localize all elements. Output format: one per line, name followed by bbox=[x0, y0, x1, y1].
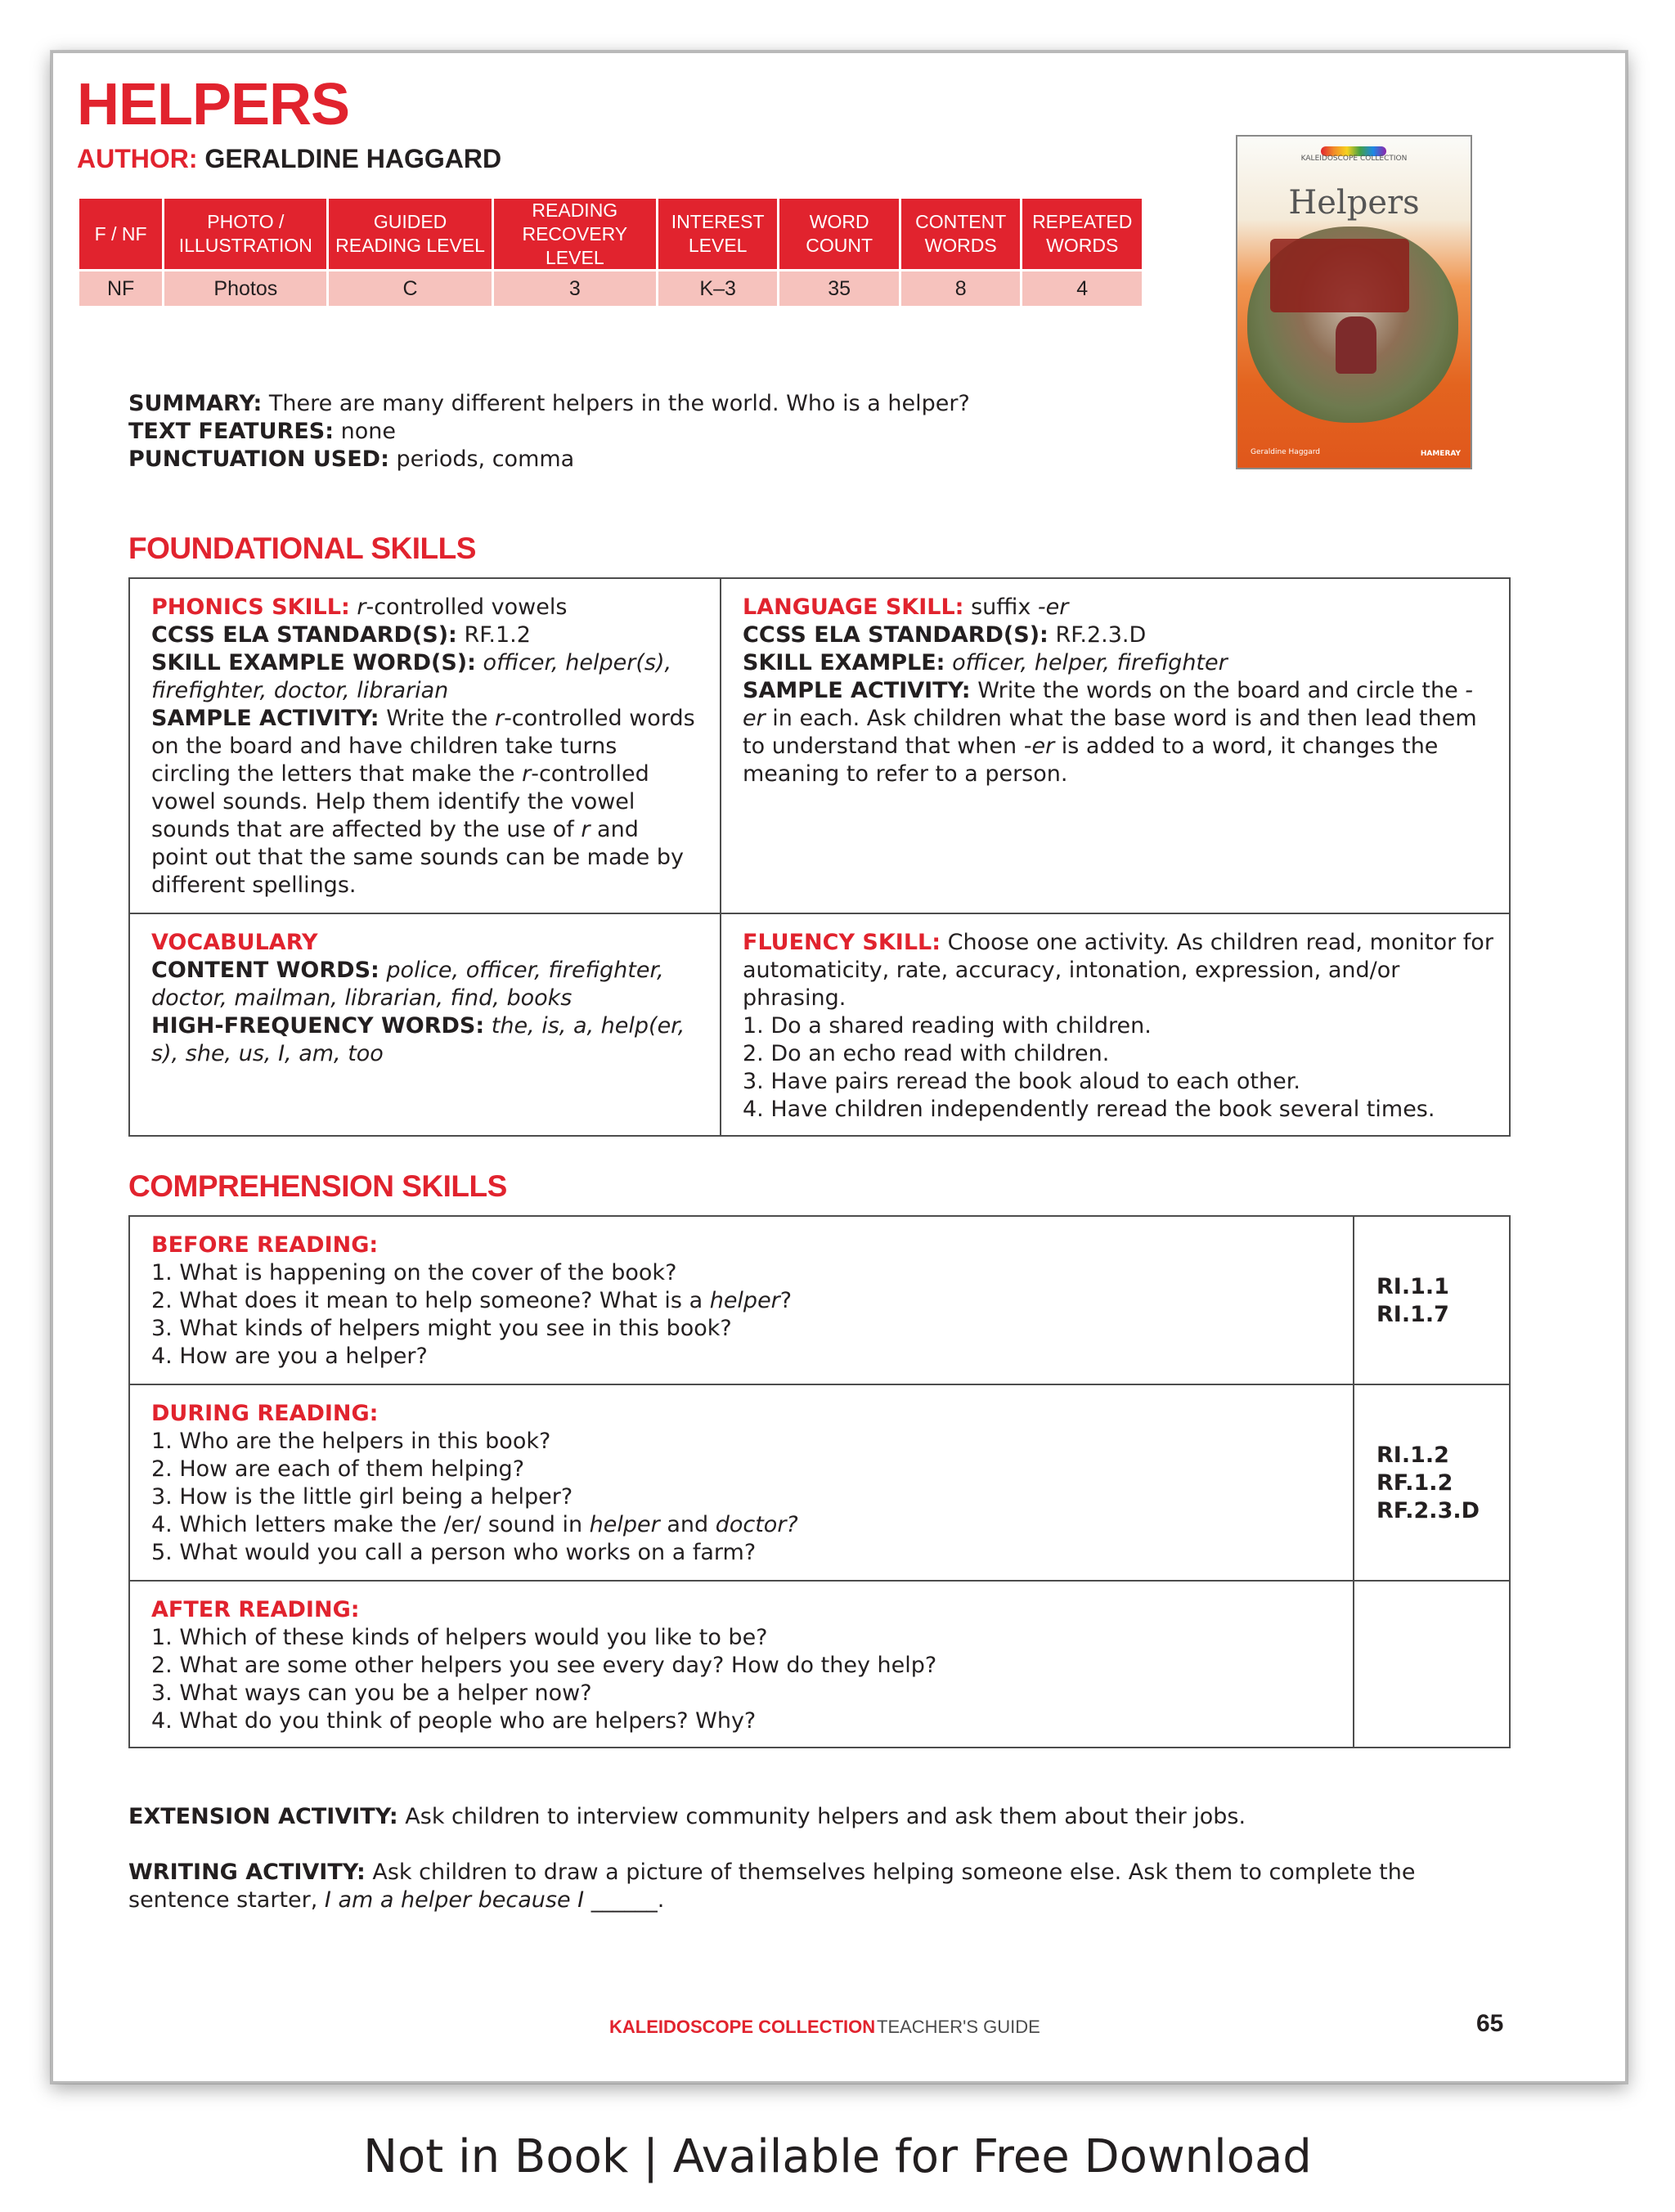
book-info-table bbox=[77, 196, 1144, 308]
foundational-row-divider bbox=[128, 913, 1511, 914]
during-reading-standards: RI.1.2 RF.1.2 RF.2.3.D bbox=[1376, 1443, 1480, 1523]
author-label: AUTHOR: bbox=[77, 144, 198, 173]
paramedic-shape bbox=[1336, 316, 1376, 374]
foundational-heading: FOUNDATIONAL SKILLS bbox=[128, 532, 476, 565]
value-repeated: 4 bbox=[1022, 271, 1142, 306]
phonics-skill-cell: PHONICS SKILL: r-controlled vowels CCSS ELA STANDARD(S): RF.1.2 SKILL EXAMPLE WORD(S): officer, helper(s), firefighter, doctor, librarian SAMPLE ACTIVITY: Write the r-controlled words on the board and have children take turns circling the letters that make the r-controlled vowel sounds. Help them identify the vowel sounds that are affected by the use of r and point out that the same sounds can be made by different spellings. bbox=[151, 595, 695, 898]
language-skill-cell: LANGUAGE SKILL: suffix -er CCSS ELA STANDARD(S): RF.2.3.D SKILL EXAMPLE: officer, helper, firefighter SAMPLE ACTIVITY: Write the words on the board and circle the -er in each. Ask children what the base word is and then lead them to understand that when -er is added to a word, it changes the meaning to refer to a person. bbox=[743, 595, 1477, 787]
during-reading-cell: DURING READING: 1. Who are the helpers in this book? 2. How are each of them helping? 3. How is the little girl being a helper? 4. Which letters make the /er/ sound in helper and doctor? 5. What would you call a person who works on a farm? bbox=[151, 1401, 798, 1565]
cover-publisher: HAMERAY bbox=[1420, 450, 1461, 458]
fluency-item: 1. Do a shared reading with children. bbox=[743, 1013, 1152, 1039]
value-guided: C bbox=[329, 271, 491, 306]
fluency-item: 2. Do an echo read with children. bbox=[743, 1041, 1110, 1066]
cover-author: Geraldine Haggard bbox=[1251, 448, 1321, 456]
before-reading-standards: RI.1.1 RI.1.7 bbox=[1376, 1274, 1449, 1327]
value-interest: K–3 bbox=[658, 271, 778, 306]
author-name: GERALDINE HAGGARD bbox=[204, 144, 502, 173]
before-reading-cell: BEFORE READING: 1. What is happening on the cover of the book? 2. What does it mean to help someone? What is a helper? 3. What kinds of helpers might you see in this book? 4. How are you a helper? bbox=[151, 1232, 793, 1369]
comprehension-row-divider-2 bbox=[128, 1580, 1511, 1582]
book-title: HELPERS bbox=[77, 72, 350, 137]
after-reading-cell: AFTER READING: 1. Which of these kinds of helpers would you like to be? 2. What are some other helpers you see every day? How do they help? 3. What ways can you be a helper now? 4. What do you think of people who are helpers? Why? bbox=[151, 1597, 937, 1734]
header-wordcount: WORD COUNT bbox=[779, 199, 899, 269]
footer-brand: KALEIDOSCOPE COLLECTION bbox=[609, 2017, 876, 2037]
book-cover-image bbox=[1236, 135, 1472, 469]
extension-activity: EXTENSION ACTIVITY: Ask children to interview community helpers and ask them about their jobs. bbox=[128, 1804, 1246, 1829]
writing-activity: WRITING ACTIVITY: Ask children to draw a picture of themselves helping someone else. Ask them to complete the sentence starter, I am a helper because I ______. bbox=[128, 1860, 1416, 1913]
value-content: 8 bbox=[901, 271, 1021, 306]
cover-title: Helpers bbox=[1288, 184, 1420, 222]
page-number: 65 bbox=[1476, 2010, 1504, 2037]
comprehension-heading: COMPREHENSION SKILLS bbox=[128, 1169, 507, 1203]
author-line bbox=[77, 146, 501, 172]
foundational-col-divider bbox=[720, 577, 721, 1137]
punctuation-line: PUNCTUATION USED: periods, comma bbox=[128, 446, 575, 472]
fluency-item: 4. Have children independently reread the book several times. bbox=[743, 1097, 1435, 1122]
info-value-row bbox=[79, 271, 1142, 306]
value-wordcount: 35 bbox=[779, 271, 899, 306]
text-features-line: TEXT FEATURES: none bbox=[128, 419, 396, 444]
comprehension-col-divider bbox=[1353, 1215, 1354, 1748]
header-content: CONTENT WORDS bbox=[901, 199, 1021, 269]
comprehension-row-divider-1 bbox=[128, 1384, 1511, 1385]
download-banner: Not in Book | Available for Free Download bbox=[363, 2130, 1312, 2183]
fluency-skill-cell: FLUENCY SKILL: Choose one activity. As children read, monitor for automaticity, rate, accuracy, intonation, expression, and/or phrasing. 1. Do a shared reading with children. 2. Do an echo read with children. 3. Have pairs reread the book aloud to each other. 4. Have children independently reread the book several times. bbox=[743, 930, 1493, 1122]
header-repeated: REPEATED WORDS bbox=[1022, 199, 1142, 269]
ambulance-shape bbox=[1270, 239, 1409, 312]
value-fnf: NF bbox=[79, 271, 162, 306]
header-fnf: F / NF bbox=[79, 199, 162, 269]
vocabulary-cell: VOCABULARY CONTENT WORDS: police, officer, firefighter, doctor, mailman, librarian, find, books HIGH-FREQUENCY WORDS: the, is, a, help(er, s), she, us, I, am, too bbox=[151, 930, 685, 1066]
fluency-item: 3. Have pairs reread the book aloud to each other. bbox=[743, 1069, 1300, 1094]
value-recovery: 3 bbox=[494, 271, 656, 306]
header-photo: PHOTO / ILLUSTRATION bbox=[164, 199, 326, 269]
value-photo: Photos bbox=[164, 271, 326, 306]
footer-guide: TEACHER'S GUIDE bbox=[877, 2017, 1040, 2037]
book-meta bbox=[128, 390, 970, 473]
summary-line: SUMMARY: There are many different helpers in the world. Who is a helper? bbox=[128, 391, 970, 416]
header-interest: INTEREST LEVEL bbox=[658, 199, 778, 269]
cover-brand: KALEIDOSCOPE COLLECTION bbox=[1300, 155, 1408, 163]
info-header-row bbox=[79, 199, 1142, 269]
header-guided: GUIDED READING LEVEL bbox=[329, 199, 491, 269]
header-recovery: READING RECOVERY LEVEL bbox=[494, 199, 656, 269]
